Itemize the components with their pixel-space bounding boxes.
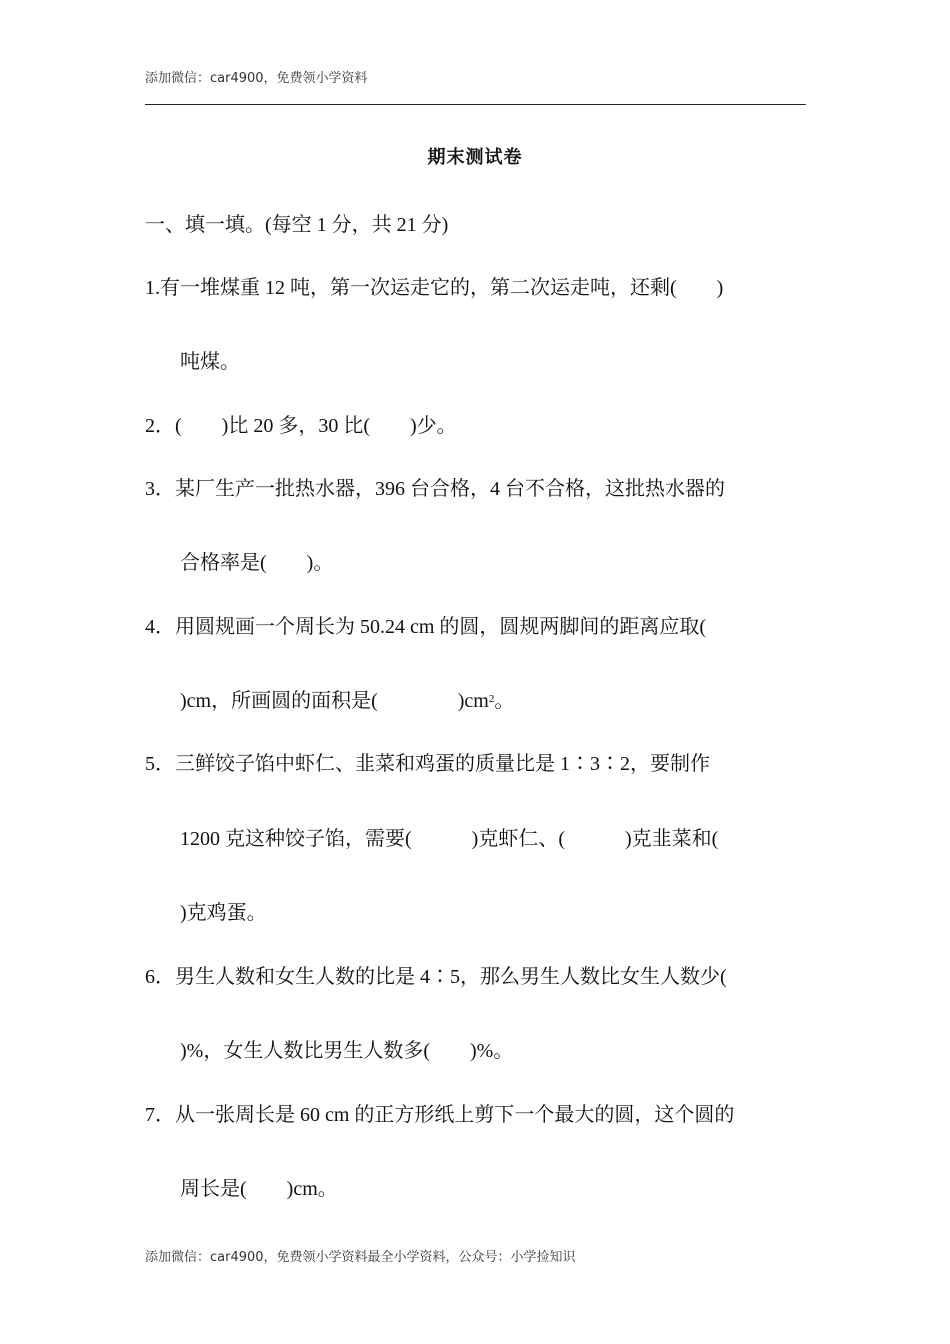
question-4-line-2-end: 。 — [494, 690, 515, 712]
question-7-line-2: 周长是( )cm。 — [180, 1178, 338, 1200]
header-divider — [145, 104, 806, 105]
question-3-line-1: 3．某厂生产一批热水器，396 台合格，4 台不合格，这批热水器的 — [145, 478, 725, 500]
question-4-line-1: 4．用圆规画一个周长为 50.24 cm 的圆，圆规两脚间的距离应取( — [145, 616, 707, 638]
question-5-line-3: )克鸡蛋。 — [180, 902, 267, 924]
footer-note: 添加微信：car4900，免费领小学资料最全小学资料，公众号：小学捡知识 — [145, 1250, 576, 1265]
question-6-line-2: )%，女生人数比男生人数多( )%。 — [180, 1040, 514, 1062]
question-2-line-1: 2．( )比 20 多，30 比( )少。 — [145, 415, 457, 437]
question-5-line-2: 1200 克这种饺子馅，需要( )克虾仁、( )克韭菜和( — [180, 828, 719, 850]
header-note: 添加微信：car4900，免费领小学资料 — [145, 71, 368, 86]
superscript-2: 2 — [488, 693, 495, 705]
question-4-line-2 — [180, 689, 514, 713]
question-6-line-1: 6．男生人数和女生人数的比是 4∶5，那么男生人数比女生人数少( — [145, 966, 727, 988]
section-heading: 一、填一填。(每空 1 分，共 21 分) — [145, 214, 449, 236]
question-1-line-2: 吨煤。 — [180, 351, 240, 373]
question-7-line-1: 7．从一张周长是 60 cm 的正方形纸上剪下一个最大的圆，这个圆的 — [145, 1104, 735, 1126]
question-1-line-1: 1.有一堆煤重 12 吨，第一次运走它的，第二次运走吨，还剩( ) — [145, 277, 724, 299]
question-3-line-2: 合格率是( )。 — [180, 552, 334, 574]
question-4-line-2-text: )cm，所画圆的面积是( )cm — [180, 690, 489, 712]
page-title: 期末测试卷 — [427, 147, 523, 168]
question-5-line-1: 5．三鲜饺子馅中虾仁、韭菜和鸡蛋的质量比是 1∶3∶2，要制作 — [145, 753, 710, 775]
